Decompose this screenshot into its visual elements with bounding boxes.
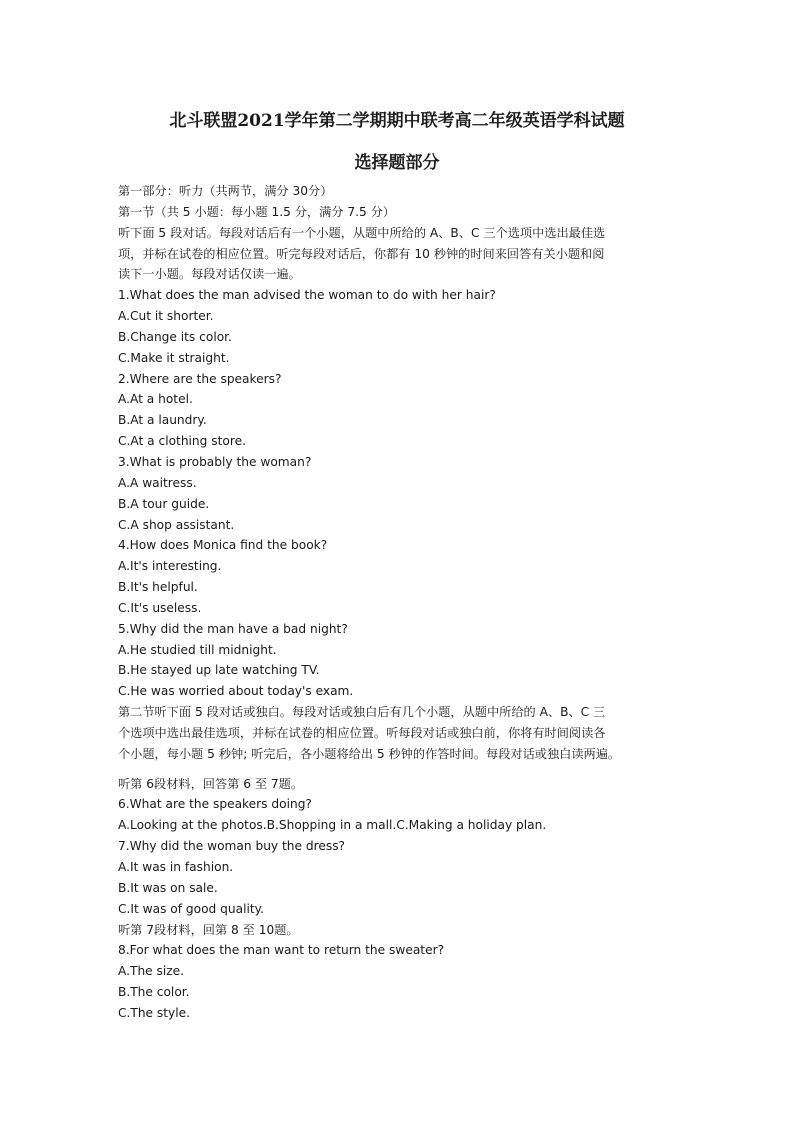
option: A.He studied till midnight. <box>118 642 277 657</box>
instruction-line: 个选项中选出最佳选项，并标在试卷的相应位置。听每段对话或独白前，你将有时间阅读各 <box>118 725 606 740</box>
option: B.At a laundry. <box>118 413 207 428</box>
question: 7.Why did the woman buy the dress? <box>118 839 346 854</box>
section-heading: 第一部分：听力（共两节，满分 30分） <box>118 184 333 198</box>
question: 6.What are the speakers doing? <box>118 797 312 812</box>
exam-content <box>118 181 682 1024</box>
option: A.Looking at the photos.B.Shopping in a mall.C.Making a holiday plan. <box>118 818 547 833</box>
option: C.Make it straight. <box>118 350 230 365</box>
option: A.It's interesting. <box>118 559 222 574</box>
material-heading: 听第 6段材料，回答第 6 至 7题。 <box>118 776 304 791</box>
question: 2.Where are the speakers? <box>118 371 282 386</box>
option: A.Cut it shorter. <box>118 309 214 324</box>
option: A.It was in fashion. <box>118 860 234 874</box>
question: 3.What is probably the woman? <box>118 454 312 469</box>
option: B.A tour guide. <box>118 496 210 511</box>
subsection-heading: 第一节（共 5 小题：每小题 1.5 分，满分 7.5 分） <box>118 204 395 219</box>
question: 8.For what does the man want to return the sweater? <box>118 943 445 958</box>
option: C.It's useless. <box>118 600 202 615</box>
option: C.A shop assistant. <box>118 517 235 532</box>
paragraph-gap <box>118 765 682 774</box>
instruction-line: 听下面 5 段对话。每段对话后有一个小题，从题中所给的 A、B、C 三个选项中选出最佳选 <box>118 225 606 240</box>
instruction-line: 项，并标在试卷的相应位置。听完每段对话后，你都有 10 秒钟的时间来回答有关小题和阅 <box>118 246 605 261</box>
option: C.The style. <box>118 1005 191 1020</box>
option: B.He stayed up late watching TV. <box>118 663 320 678</box>
option: B.The color. <box>118 985 190 1000</box>
material-heading: 听第 7段材料，回第 8 至 10题。 <box>118 922 299 937</box>
page-title: 北斗联盟2021学年第二学期期中联考高二年级英语学科试题 <box>169 111 625 131</box>
option: C.He was worried about today's exam. <box>118 684 354 699</box>
option: A.A waitress. <box>118 475 197 490</box>
section-subtitle: 选择题部分 <box>354 153 440 173</box>
instruction-line: 读下一小题。每段对话仅读一遍。 <box>118 267 301 282</box>
option: A.The size. <box>118 964 185 979</box>
option: B.It's helpful. <box>118 580 198 595</box>
option: B.It was on sale. <box>118 880 218 895</box>
instruction-line: 个小题，每小题 5 秒钟; 听完后，各小题将给出 5 秒钟的作答时间。每段对话或独白读两遍。 <box>118 746 621 761</box>
question: 1.What does the man advised the woman to do with her hair? <box>118 288 496 303</box>
option: B.Change its color. <box>118 329 232 344</box>
option: A.At a hotel. <box>118 392 193 407</box>
question: 5.Why did the man have a bad night? <box>118 621 348 636</box>
option: C.It was of good quality. <box>118 901 264 916</box>
question: 4.How does Monica find the book? <box>118 538 328 553</box>
option: C.At a clothing store. <box>118 434 246 449</box>
instruction-line: 第二节听下面 5 段对话或独白。每段对话或独白后有几个小题，从题中所给的 A、B、C 三 <box>118 705 606 720</box>
